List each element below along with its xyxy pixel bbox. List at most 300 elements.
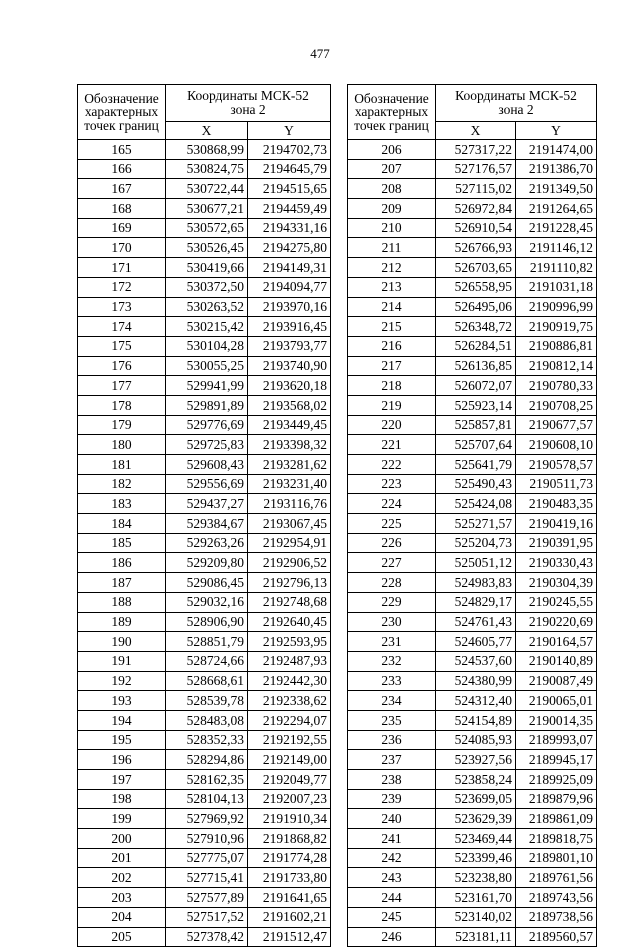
table-row: [348, 848, 597, 868]
y-value: 2191910,34: [248, 809, 331, 829]
point-id: 191: [78, 651, 166, 671]
y-value: 2193067,45: [248, 514, 331, 534]
y-value: 2192906,52: [248, 553, 331, 573]
table-row: [348, 809, 597, 829]
point-id: 226: [348, 533, 436, 553]
x-value: 524761,43: [436, 612, 516, 632]
table-row: [348, 238, 597, 258]
y-value: 2191228,45: [516, 218, 597, 238]
x-value: 526972,84: [436, 199, 516, 219]
x-value: 524312,40: [436, 691, 516, 711]
x-value: 528104,13: [166, 789, 248, 809]
table-row: [348, 691, 597, 711]
x-value: 527775,07: [166, 848, 248, 868]
y-value: 2190065,01: [516, 691, 597, 711]
x-value: 528851,79: [166, 632, 248, 652]
y-value: 2191641,65: [248, 888, 331, 908]
point-id: 236: [348, 730, 436, 750]
y-value: 2190886,81: [516, 336, 597, 356]
point-id: 245: [348, 907, 436, 927]
point-id: 239: [348, 789, 436, 809]
x-value: 528352,33: [166, 730, 248, 750]
x-value: 528294,86: [166, 750, 248, 770]
point-id: 178: [78, 395, 166, 415]
header-x: X: [436, 121, 516, 139]
table-row: [78, 533, 331, 553]
x-value: 523469,44: [436, 829, 516, 849]
x-value: 529608,43: [166, 455, 248, 475]
point-id: 201: [78, 848, 166, 868]
point-id: 224: [348, 494, 436, 514]
x-value: 529263,26: [166, 533, 248, 553]
x-value: 523927,56: [436, 750, 516, 770]
table-row: [78, 750, 331, 770]
y-value: 2191349,50: [516, 179, 597, 199]
point-id: 173: [78, 297, 166, 317]
y-value: 2193116,76: [248, 494, 331, 514]
table-row: [78, 494, 331, 514]
point-id: 181: [78, 455, 166, 475]
point-id: 206: [348, 140, 436, 160]
y-value: 2193793,77: [248, 336, 331, 356]
point-id: 223: [348, 474, 436, 494]
y-value: 2194275,80: [248, 238, 331, 258]
table-row: [78, 238, 331, 258]
x-value: 527115,02: [436, 179, 516, 199]
x-value: 530215,42: [166, 317, 248, 337]
point-id: 228: [348, 573, 436, 593]
point-id: 174: [78, 317, 166, 337]
y-value: 2191512,47: [248, 927, 331, 947]
y-value: 2192338,62: [248, 691, 331, 711]
table-row: [78, 159, 331, 179]
x-value: 525857,81: [436, 415, 516, 435]
table-row: [348, 632, 597, 652]
point-id: 208: [348, 179, 436, 199]
y-value: 2193568,02: [248, 395, 331, 415]
table-row: [78, 592, 331, 612]
point-id: 202: [78, 868, 166, 888]
y-value: 2192442,30: [248, 671, 331, 691]
y-value: 2192748,68: [248, 592, 331, 612]
x-value: 529891,89: [166, 395, 248, 415]
point-id: 235: [348, 710, 436, 730]
table-row: [348, 199, 597, 219]
table-row: [348, 376, 597, 396]
y-value: 2192049,77: [248, 770, 331, 790]
table-row: [78, 297, 331, 317]
point-id: 177: [78, 376, 166, 396]
y-value: 2190245,55: [516, 592, 597, 612]
x-value: 528483,08: [166, 710, 248, 730]
x-value: 525051,12: [436, 553, 516, 573]
table-row: [78, 888, 331, 908]
table-row: [348, 258, 597, 278]
point-id: 214: [348, 297, 436, 317]
point-id: 218: [348, 376, 436, 396]
table-row: [348, 789, 597, 809]
point-id: 192: [78, 671, 166, 691]
x-value: 524829,17: [436, 592, 516, 612]
table-row: [348, 356, 597, 376]
x-value: 527969,92: [166, 809, 248, 829]
y-value: 2189801,10: [516, 848, 597, 868]
y-value: 2193398,32: [248, 435, 331, 455]
y-value: 2189925,09: [516, 770, 597, 790]
point-id: 188: [78, 592, 166, 612]
y-value: 2190014,35: [516, 710, 597, 730]
table-row: [78, 553, 331, 573]
point-id: 187: [78, 573, 166, 593]
x-value: 524983,83: [436, 573, 516, 593]
x-value: 530677,21: [166, 199, 248, 219]
point-id: 189: [78, 612, 166, 632]
y-value: 2192640,45: [248, 612, 331, 632]
point-id: 195: [78, 730, 166, 750]
point-id: 243: [348, 868, 436, 888]
y-value: 2193449,45: [248, 415, 331, 435]
y-value: 2192192,55: [248, 730, 331, 750]
x-value: 530572,65: [166, 218, 248, 238]
x-value: 524085,93: [436, 730, 516, 750]
point-id: 190: [78, 632, 166, 652]
point-id: 207: [348, 159, 436, 179]
point-id: 184: [78, 514, 166, 534]
point-id: 213: [348, 277, 436, 297]
table-row: [78, 770, 331, 790]
table-row: [78, 710, 331, 730]
table-row: [348, 907, 597, 927]
x-value: 523858,24: [436, 770, 516, 790]
y-value: 2190677,57: [516, 415, 597, 435]
x-value: 529437,27: [166, 494, 248, 514]
point-id: 229: [348, 592, 436, 612]
point-id: 217: [348, 356, 436, 376]
x-value: 529209,80: [166, 553, 248, 573]
point-id: 233: [348, 671, 436, 691]
x-value: 525641,79: [436, 455, 516, 475]
table-row: [78, 455, 331, 475]
x-value: 527176,57: [436, 159, 516, 179]
x-value: 527517,52: [166, 907, 248, 927]
point-id: 220: [348, 415, 436, 435]
point-id: 199: [78, 809, 166, 829]
table-row: [348, 927, 597, 947]
point-id: 203: [78, 888, 166, 908]
x-value: 527715,41: [166, 868, 248, 888]
y-value: 2194459,49: [248, 199, 331, 219]
point-id: 219: [348, 395, 436, 415]
y-value: 2191733,80: [248, 868, 331, 888]
y-value: 2191110,82: [516, 258, 597, 278]
point-id: 170: [78, 238, 166, 258]
table-row: [78, 317, 331, 337]
table-row: [348, 592, 597, 612]
table-row: [78, 395, 331, 415]
table-row: [78, 336, 331, 356]
header-y: Y: [516, 121, 597, 139]
x-value: 527317,22: [436, 140, 516, 160]
x-value: 530419,66: [166, 258, 248, 278]
y-value: 2192796,13: [248, 573, 331, 593]
table-row: [348, 888, 597, 908]
table-row: [348, 218, 597, 238]
point-id: 171: [78, 258, 166, 278]
y-value: 2193970,16: [248, 297, 331, 317]
y-value: 2190608,10: [516, 435, 597, 455]
table-row: [78, 829, 331, 849]
point-id: 193: [78, 691, 166, 711]
x-value: 526558,95: [436, 277, 516, 297]
table-row: [78, 789, 331, 809]
y-value: 2190708,25: [516, 395, 597, 415]
table-row: [348, 651, 597, 671]
table-row: [348, 868, 597, 888]
table-row: [348, 553, 597, 573]
table-row: [348, 179, 597, 199]
table-row: [348, 277, 597, 297]
table-row: [78, 415, 331, 435]
y-value: 2190996,99: [516, 297, 597, 317]
x-value: 529941,99: [166, 376, 248, 396]
table-row: [78, 927, 331, 947]
y-value: 2194645,79: [248, 159, 331, 179]
x-value: 523399,46: [436, 848, 516, 868]
point-id: 209: [348, 199, 436, 219]
y-value: 2192487,93: [248, 651, 331, 671]
x-value: 530824,75: [166, 159, 248, 179]
table-row: [78, 691, 331, 711]
y-value: 2189861,09: [516, 809, 597, 829]
point-id: 221: [348, 435, 436, 455]
table-row: [78, 514, 331, 534]
table-row: [78, 376, 331, 396]
y-value: 2193740,90: [248, 356, 331, 376]
x-value: 524605,77: [436, 632, 516, 652]
table-row: [78, 258, 331, 278]
table-row: [78, 671, 331, 691]
table-row: [78, 356, 331, 376]
x-value: 527577,89: [166, 888, 248, 908]
y-value: 2189761,56: [516, 868, 597, 888]
x-value: 525707,64: [436, 435, 516, 455]
x-value: 528724,66: [166, 651, 248, 671]
point-id: 241: [348, 829, 436, 849]
y-value: 2194149,31: [248, 258, 331, 278]
y-value: 2193916,45: [248, 317, 331, 337]
table-row: [78, 730, 331, 750]
point-id: 172: [78, 277, 166, 297]
point-id: 234: [348, 691, 436, 711]
y-value: 2191264,65: [516, 199, 597, 219]
point-id: 225: [348, 514, 436, 534]
point-id: 210: [348, 218, 436, 238]
x-value: 525271,57: [436, 514, 516, 534]
y-value: 2190140,89: [516, 651, 597, 671]
x-value: 529086,45: [166, 573, 248, 593]
table-row: [78, 632, 331, 652]
point-id: 244: [348, 888, 436, 908]
point-id: 169: [78, 218, 166, 238]
point-id: 204: [78, 907, 166, 927]
x-value: 529384,67: [166, 514, 248, 534]
point-id: 180: [78, 435, 166, 455]
table-row: [78, 848, 331, 868]
y-value: 2190304,39: [516, 573, 597, 593]
point-id: 182: [78, 474, 166, 494]
x-value: 530526,45: [166, 238, 248, 258]
table-row: [348, 455, 597, 475]
table-row: [78, 435, 331, 455]
x-value: 523629,39: [436, 809, 516, 829]
header-coordinates: Координаты МСК-52 зона 2: [166, 85, 331, 122]
point-id: 185: [78, 533, 166, 553]
point-id: 179: [78, 415, 166, 435]
x-value: 528668,61: [166, 671, 248, 691]
y-value: 2194331,16: [248, 218, 331, 238]
table-row: [348, 415, 597, 435]
point-id: 186: [78, 553, 166, 573]
point-id: 175: [78, 336, 166, 356]
table-row: [348, 336, 597, 356]
y-value: 2191386,70: [516, 159, 597, 179]
header-coordinates: Координаты МСК-52 зона 2: [436, 85, 597, 122]
point-id: 165: [78, 140, 166, 160]
y-value: 2189818,75: [516, 829, 597, 849]
table-row: [348, 730, 597, 750]
table-row: [348, 533, 597, 553]
table-row: [78, 907, 331, 927]
point-id: 167: [78, 179, 166, 199]
y-value: 2191602,21: [248, 907, 331, 927]
table-row: [78, 474, 331, 494]
x-value: 530372,50: [166, 277, 248, 297]
y-value: 2194702,73: [248, 140, 331, 160]
point-id: 215: [348, 317, 436, 337]
page-number: 477: [310, 46, 330, 61]
x-value: 524154,89: [436, 710, 516, 730]
table-row: [348, 317, 597, 337]
y-value: 2190919,75: [516, 317, 597, 337]
table-row: [348, 435, 597, 455]
table-row: [348, 474, 597, 494]
y-value: 2192007,23: [248, 789, 331, 809]
x-value: 523699,05: [436, 789, 516, 809]
point-id: 176: [78, 356, 166, 376]
y-value: 2190780,33: [516, 376, 597, 396]
y-value: 2194094,77: [248, 277, 331, 297]
point-id: 166: [78, 159, 166, 179]
y-value: 2189743,56: [516, 888, 597, 908]
y-value: 2189738,56: [516, 907, 597, 927]
x-value: 530722,44: [166, 179, 248, 199]
table-row: [348, 140, 597, 160]
x-value: 526703,65: [436, 258, 516, 278]
x-value: 526910,54: [436, 218, 516, 238]
table-row: [348, 710, 597, 730]
point-id: 200: [78, 829, 166, 849]
coordinates-table-left: [77, 84, 331, 947]
point-id: 205: [78, 927, 166, 947]
y-value: 2190812,14: [516, 356, 597, 376]
x-value: 523181,11: [436, 927, 516, 947]
y-value: 2191868,82: [248, 829, 331, 849]
x-value: 530104,28: [166, 336, 248, 356]
y-value: 2190164,57: [516, 632, 597, 652]
point-id: 183: [78, 494, 166, 514]
table-row: [78, 868, 331, 888]
table-row: [348, 829, 597, 849]
header-y: Y: [248, 121, 331, 139]
header-point-label: Обозначение характерных точек границ: [348, 85, 436, 140]
x-value: 528539,78: [166, 691, 248, 711]
coordinates-table-right: [347, 84, 597, 947]
y-value: 2192593,95: [248, 632, 331, 652]
y-value: 2192149,00: [248, 750, 331, 770]
x-value: 530263,52: [166, 297, 248, 317]
table-row: [78, 179, 331, 199]
x-value: 523140,02: [436, 907, 516, 927]
point-id: 238: [348, 770, 436, 790]
y-value: 2194515,65: [248, 179, 331, 199]
y-value: 2191474,00: [516, 140, 597, 160]
point-id: 246: [348, 927, 436, 947]
y-value: 2192954,91: [248, 533, 331, 553]
table-row: [348, 514, 597, 534]
point-id: 211: [348, 238, 436, 258]
x-value: 526284,51: [436, 336, 516, 356]
point-id: 240: [348, 809, 436, 829]
point-id: 227: [348, 553, 436, 573]
table-row: [78, 218, 331, 238]
x-value: 523161,70: [436, 888, 516, 908]
point-id: 194: [78, 710, 166, 730]
y-value: 2190483,35: [516, 494, 597, 514]
point-id: 196: [78, 750, 166, 770]
point-id: 230: [348, 612, 436, 632]
y-value: 2190087,49: [516, 671, 597, 691]
table-row: [348, 671, 597, 691]
table-row: [348, 750, 597, 770]
table-row: [78, 199, 331, 219]
x-value: 530868,99: [166, 140, 248, 160]
y-value: 2190220,69: [516, 612, 597, 632]
y-value: 2189879,96: [516, 789, 597, 809]
x-value: 528906,90: [166, 612, 248, 632]
x-value: 523238,80: [436, 868, 516, 888]
table-row: [78, 573, 331, 593]
x-value: 530055,25: [166, 356, 248, 376]
y-value: 2190330,43: [516, 553, 597, 573]
point-id: 232: [348, 651, 436, 671]
x-value: 526766,93: [436, 238, 516, 258]
x-value: 526348,72: [436, 317, 516, 337]
x-value: 525424,08: [436, 494, 516, 514]
y-value: 2193231,40: [248, 474, 331, 494]
y-value: 2189945,17: [516, 750, 597, 770]
point-id: 222: [348, 455, 436, 475]
x-value: 527910,96: [166, 829, 248, 849]
table-row: [348, 573, 597, 593]
x-value: 524537,60: [436, 651, 516, 671]
x-value: 525923,14: [436, 395, 516, 415]
table-row: [78, 651, 331, 671]
table-row: [348, 395, 597, 415]
point-id: 216: [348, 336, 436, 356]
y-value: 2191146,12: [516, 238, 597, 258]
y-value: 2193281,62: [248, 455, 331, 475]
point-id: 231: [348, 632, 436, 652]
